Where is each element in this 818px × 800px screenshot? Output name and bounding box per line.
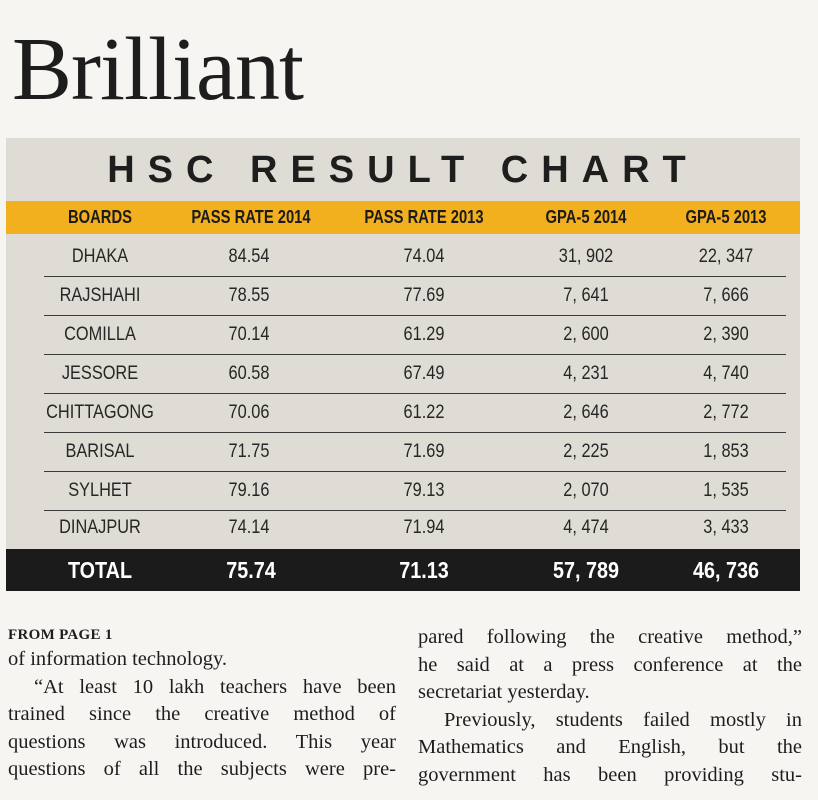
pass-rate-2014: 78.55 [228, 285, 270, 306]
table-row [44, 433, 786, 472]
board-name: RAJSHAHI [59, 285, 141, 306]
pass-rate-2013: 77.69 [403, 285, 445, 306]
pass-rate-2014: 71.75 [228, 441, 270, 462]
table-row [44, 277, 786, 316]
header-boards: BOARDS [68, 207, 132, 227]
pass-rate-2013: 61.22 [403, 402, 445, 423]
gpa5-2014: 7, 641 [563, 285, 609, 306]
article-line: pared following the creative method,” [418, 626, 802, 648]
gpa5-2013: 4, 740 [703, 363, 749, 384]
table-total-row [6, 549, 800, 591]
pass-rate-2013: 71.69 [403, 441, 445, 462]
gpa5-2013: 1, 535 [703, 480, 749, 501]
gpa5-2013: 22, 347 [698, 246, 754, 267]
article-line: government has been providing stu- [418, 763, 802, 786]
pass-rate-2013: 61.29 [403, 324, 445, 345]
gpa5-2014: 31, 902 [558, 246, 614, 267]
article-line: questions was introduced. This year [8, 730, 396, 753]
pass-rate-2014: 60.58 [228, 363, 270, 384]
article-line: Mathematics and English, but the [418, 736, 802, 758]
total-pass-rate-2014: 75.74 [226, 557, 276, 583]
pass-rate-2014: 79.16 [228, 480, 270, 501]
board-name: DINAJPUR [59, 517, 141, 538]
article-line: Previously, students failed mostly in [444, 708, 802, 731]
board-name: SYLHET [68, 480, 132, 501]
article-line: trained since the creative method of [8, 703, 396, 725]
table-row [44, 394, 786, 433]
board-name: BARISAL [65, 441, 135, 462]
total-pass-rate-2013: 71.13 [399, 557, 449, 583]
gpa5-2014: 4, 231 [563, 363, 609, 384]
article-line: of information technology. [8, 648, 227, 670]
pass-rate-2013: 71.94 [403, 517, 445, 538]
pass-rate-2014: 84.54 [228, 246, 270, 267]
board-name: DHAKA [71, 246, 129, 267]
total-gpa5-2013: 46, 736 [692, 557, 760, 583]
table-row [44, 316, 786, 355]
article-line: questions of all the subjects were pre- [8, 758, 396, 780]
board-name: COMILLA [64, 324, 136, 345]
table-title: HSC RESULT CHART [107, 149, 699, 191]
pass-rate-2014: 70.14 [228, 324, 270, 345]
page-headline: Brilliant [12, 20, 303, 119]
total-gpa5-2014: 57, 789 [552, 557, 620, 583]
board-name: JESSORE [61, 363, 139, 384]
gpa5-2013: 7, 666 [703, 285, 749, 306]
table-header-row [6, 201, 800, 234]
header-gpa5-2013: GPA-5 2013 [685, 207, 767, 227]
gpa5-2013: 2, 772 [703, 402, 749, 423]
article-line: “At least 10 lakh teachers have been [34, 675, 396, 698]
pass-rate-2014: 74.14 [228, 517, 270, 538]
pass-rate-2013: 67.49 [403, 363, 445, 384]
header-pass-rate-2014: PASS RATE 2014 [191, 207, 311, 227]
article-column-left [8, 624, 396, 784]
pass-rate-2013: 74.04 [403, 246, 445, 267]
table-row [44, 355, 786, 394]
article-dateline: FROM PAGE 1 [8, 627, 113, 643]
total-label: TOTAL [67, 557, 133, 583]
hsc-result-table [6, 138, 800, 591]
table-row [44, 472, 786, 511]
pass-rate-2014: 70.06 [228, 402, 270, 423]
table-row [44, 509, 786, 547]
header-gpa5-2014: GPA-5 2014 [545, 207, 627, 227]
gpa5-2014: 2, 600 [563, 324, 609, 345]
gpa5-2014: 2, 225 [563, 441, 609, 462]
article-line: he said at a press conference at the [418, 653, 802, 676]
pass-rate-2013: 79.13 [403, 480, 445, 501]
table-row [44, 238, 786, 277]
gpa5-2013: 2, 390 [703, 324, 749, 345]
article-line: secretariat yesterday. [418, 681, 590, 703]
gpa5-2014: 4, 474 [563, 517, 609, 538]
gpa5-2014: 2, 070 [563, 480, 609, 501]
gpa5-2013: 1, 853 [703, 441, 749, 462]
gpa5-2013: 3, 433 [703, 517, 749, 538]
previous-headline-fragment [18, 0, 378, 6]
article-column-right [418, 624, 802, 789]
board-name: CHITTAGONG [46, 402, 154, 423]
header-pass-rate-2013: PASS RATE 2013 [364, 207, 484, 227]
gpa5-2014: 2, 646 [563, 402, 609, 423]
